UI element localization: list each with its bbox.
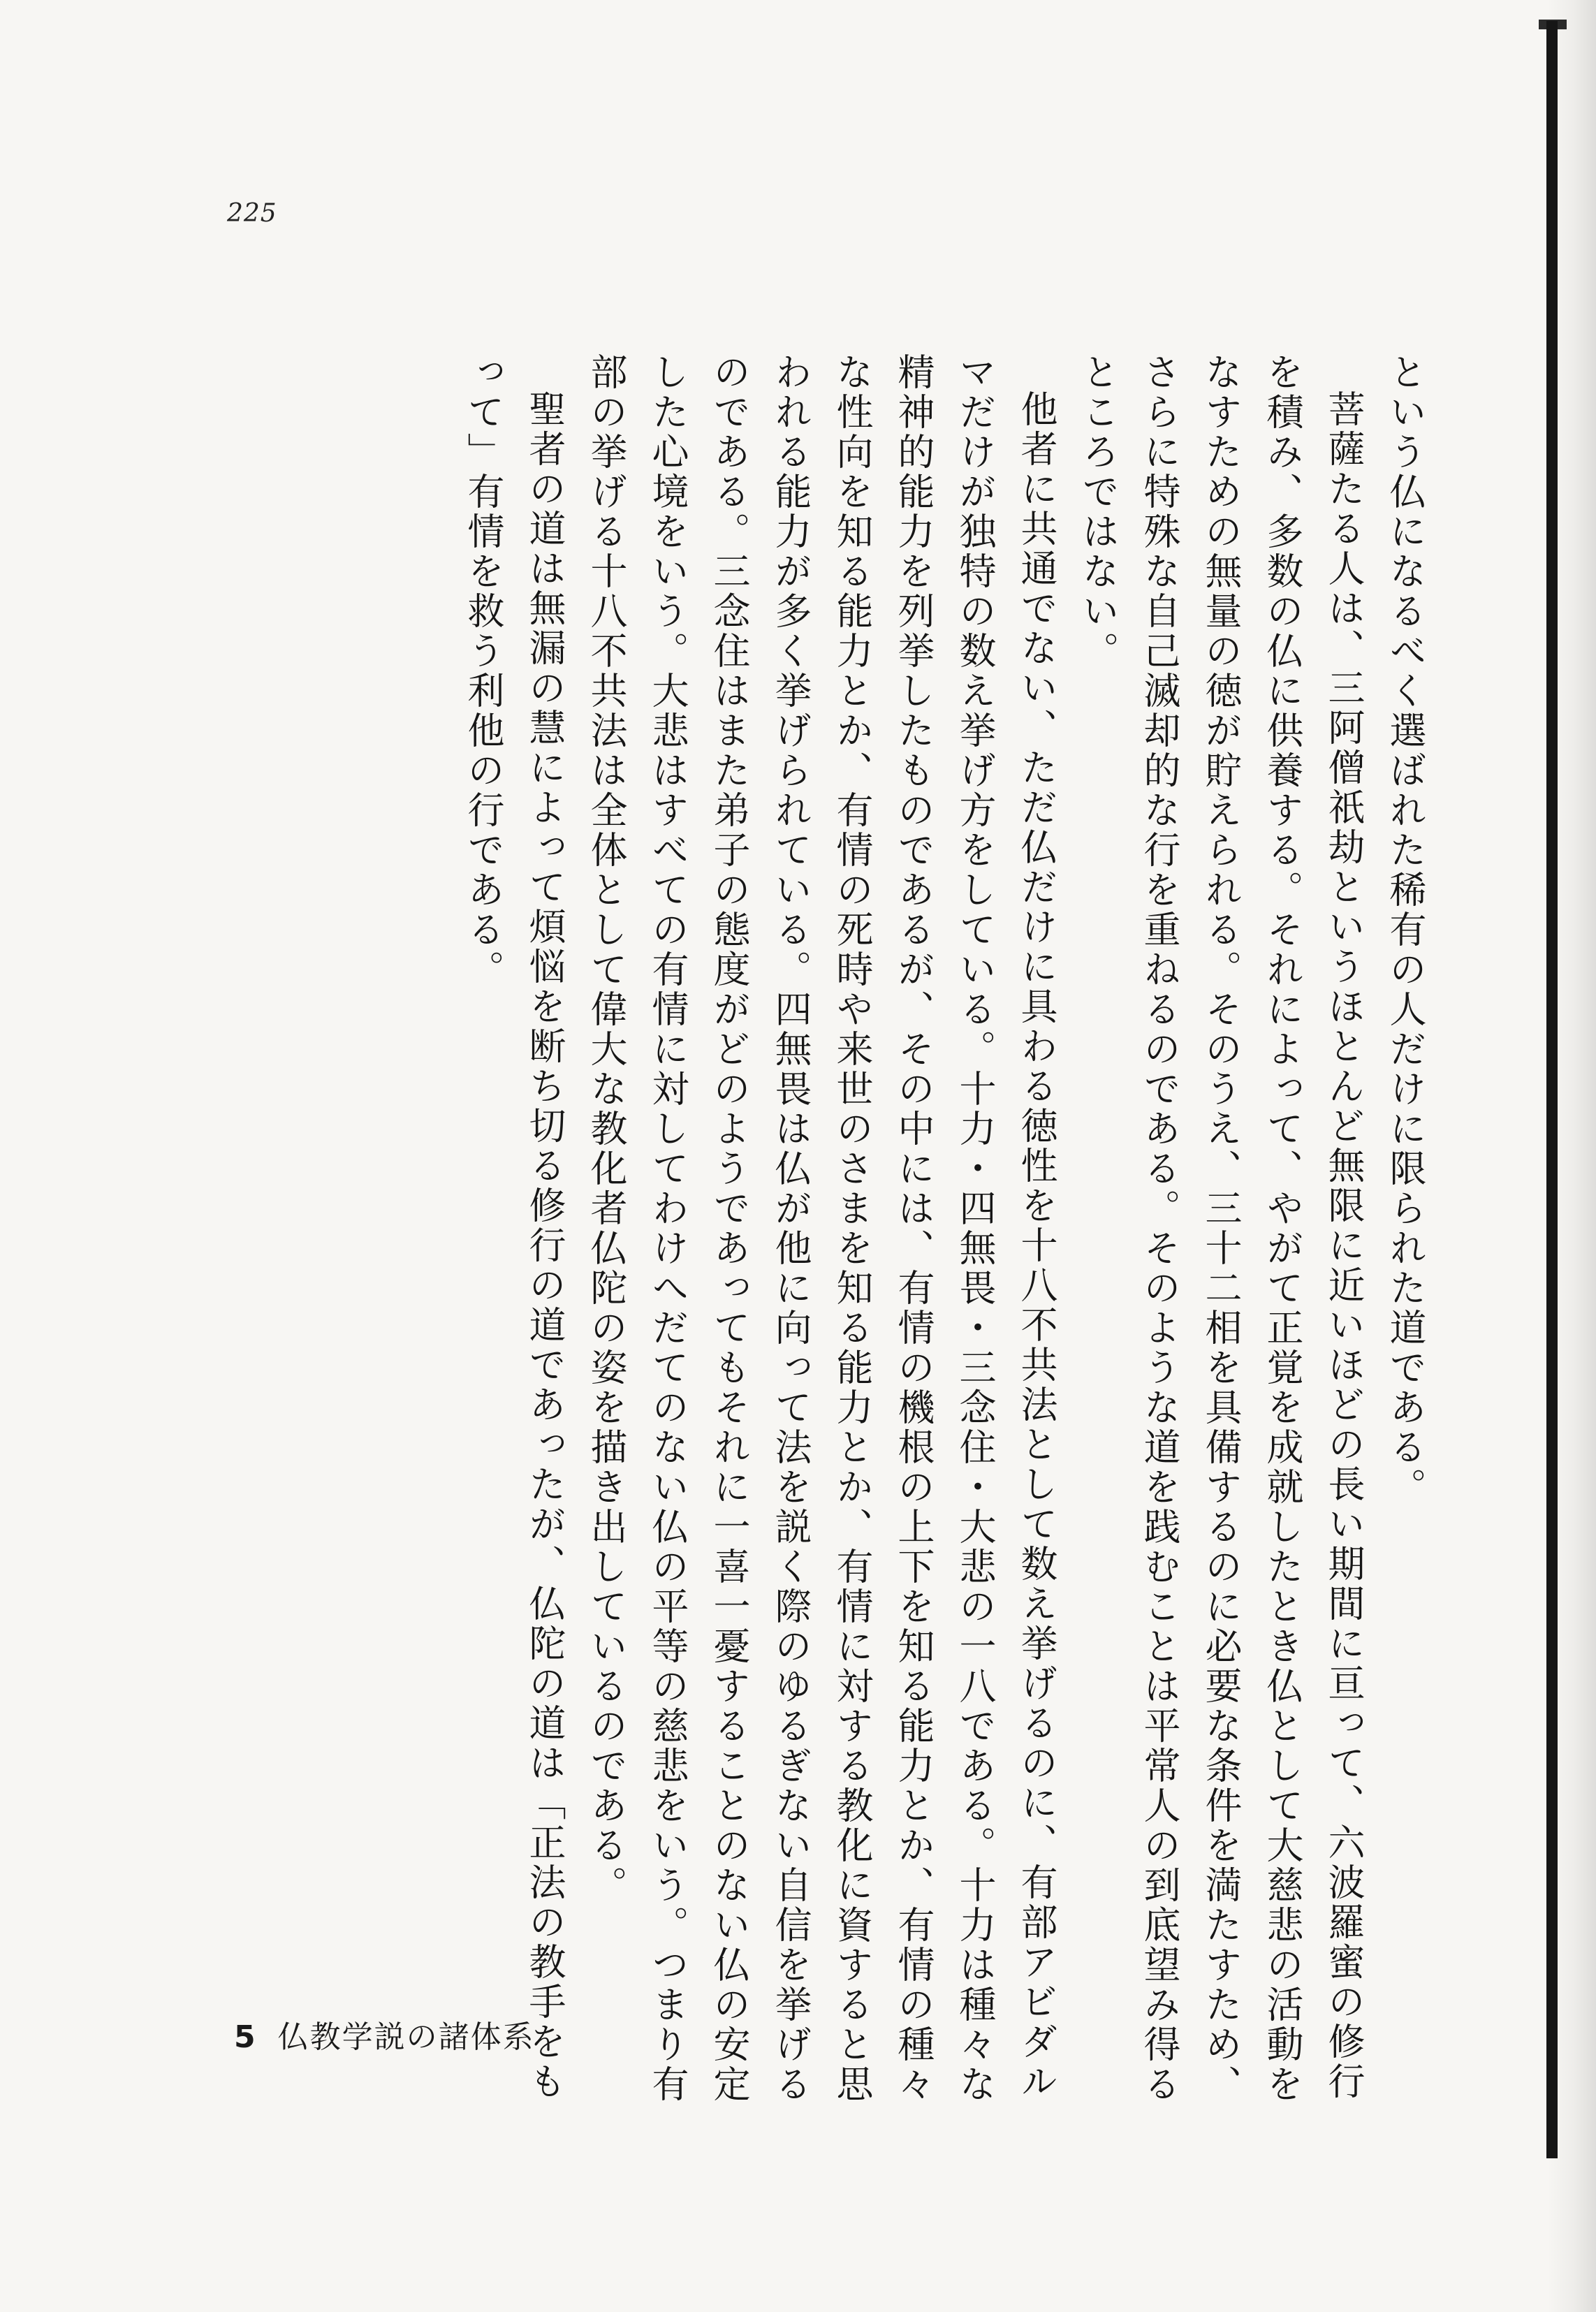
chapter-number: 5 [234, 2019, 257, 2055]
paragraph: 他者に共通でない、ただ仏だけに具わる徳性を十八不共法として数え挙げるのに、有部アビダルマだけが独特の数え挙げ方をしている。十力・四無畏・三念住・大悲の一八である。十力は種々な精神的能力を列挙したものであるが、その中には、有情の機根の上下を知る能力とか、有情の種々な性向を知る能力とか、有情の死時や来世のさまを知る能力とか、有情に対する教化に資すると思われる能力が多く挙げられている。四無畏は仏が他に向って法を説く際のゆるぎない自信を挙げるのである。三念住はまた弟子の態度がどのようであってもそれに一喜一憂することのない仏の安定した心境をいう。大悲はすべての有情に対してわけへだてのない仏の平等の慈悲をいう。つまり有部の挙げる十八不共法は全体として偉大な教化者仏陀の姿を描き出しているのである。 [585, 353, 1057, 2105]
paragraph: という仏になるべく選ばれた稀有の人だけに限られた道である。 [1384, 353, 1426, 1507]
chapter-footer [234, 2012, 535, 2056]
chapter-title: 仏教学説の諸体系 [277, 2019, 535, 2055]
page-number: 225 [227, 199, 277, 228]
body-text [423, 353, 1435, 2120]
binding-edge [1546, 21, 1558, 2158]
paragraph: 菩薩たる人は、三阿僧祇劫というほとんど無限に近いほどの長い期間に亘って、六波羅蜜の修行を積み、多数の仏に供養する。それによって、やがて正覚を成就したとき仏として大慈悲の活動をなすための無量の徳が貯えられる。そのうえ、三十二相を具備するのに必要な条件を満たすため、さらに特殊な自己滅却的な行を重ねるのである。そのような道を践むことは平常人の到底望み得るところではない。 [1076, 353, 1365, 2105]
paragraph: 聖者の道は無漏の慧によって煩悩を断ち切る修行の道であったが、仏陀の道は「正法の教手をもって」有情を救う利他の行である。 [462, 353, 566, 2102]
